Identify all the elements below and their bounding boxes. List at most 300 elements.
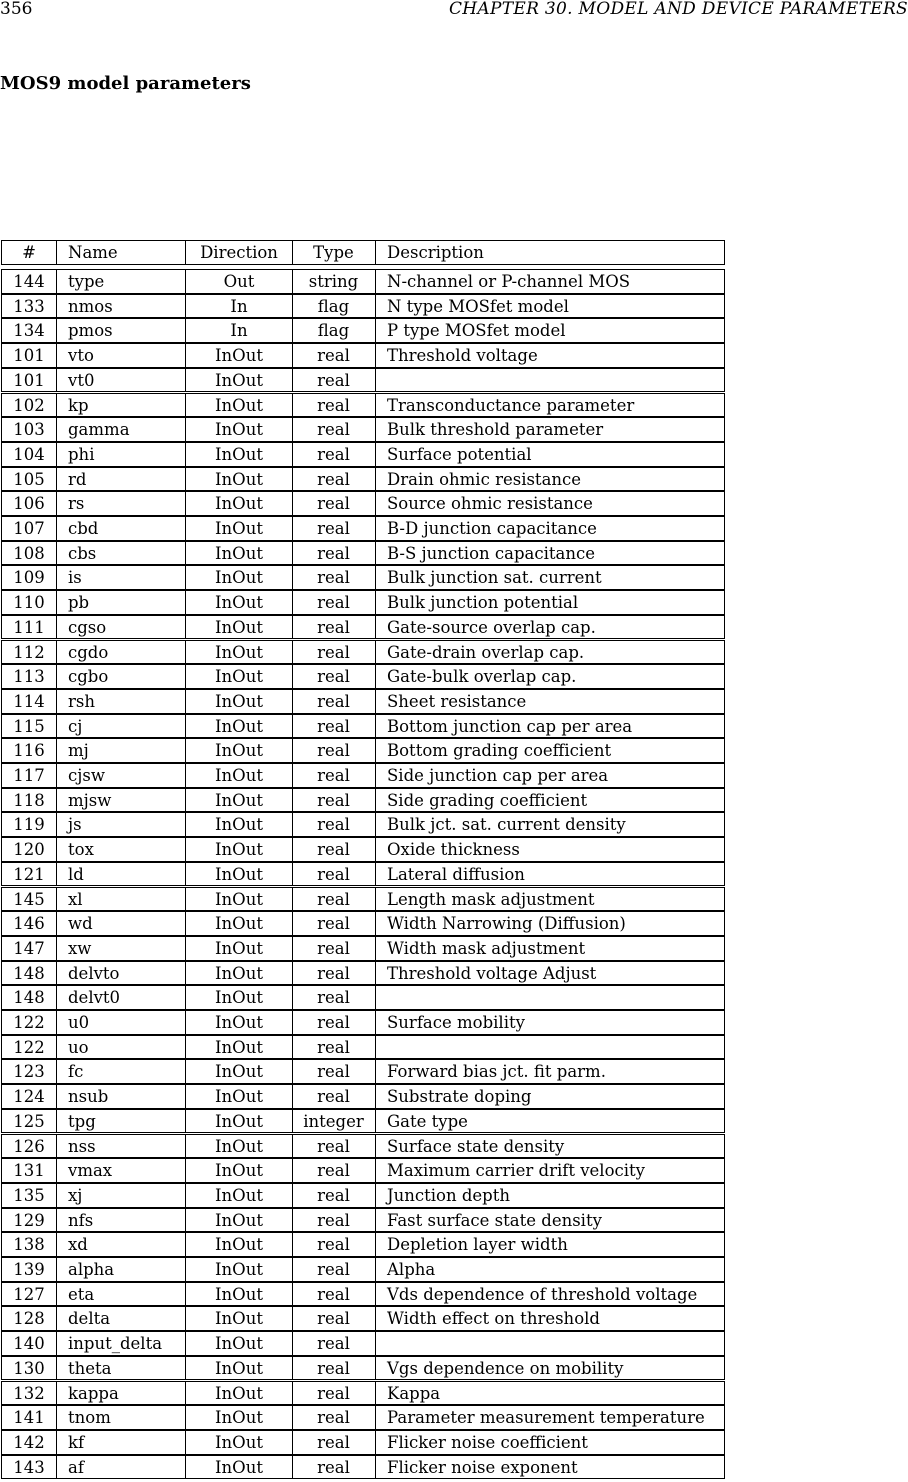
cell-name: eta bbox=[56, 1283, 186, 1306]
cell-direction: InOut bbox=[186, 813, 293, 836]
cell-type: real bbox=[292, 394, 376, 417]
cell-type: real bbox=[292, 962, 376, 985]
cell-description: Gate-bulk overlap cap. bbox=[387, 667, 577, 687]
cell-name: vmax bbox=[56, 1159, 186, 1182]
cell-number: 102 bbox=[2, 394, 57, 417]
cell-type: real bbox=[292, 1258, 376, 1281]
cell-type: real bbox=[292, 1060, 376, 1083]
cell-direction: InOut bbox=[186, 863, 293, 886]
table-row bbox=[1, 491, 725, 516]
cell-name: xl bbox=[56, 888, 186, 911]
cell-type: real bbox=[292, 863, 376, 886]
cell-name: kappa bbox=[56, 1382, 186, 1405]
cell-type: real bbox=[292, 1085, 376, 1108]
cell-name: wd bbox=[56, 912, 186, 935]
cell-direction: InOut bbox=[186, 912, 293, 935]
cell-description: Bulk threshold parameter bbox=[387, 420, 604, 440]
cell-number: 130 bbox=[2, 1357, 57, 1380]
table-row bbox=[1, 343, 725, 368]
cell-direction: In bbox=[186, 319, 293, 342]
cell-type: real bbox=[292, 690, 376, 713]
cell-direction: InOut bbox=[186, 838, 293, 861]
cell-direction: InOut bbox=[186, 443, 293, 466]
table-row bbox=[1, 294, 725, 319]
table-row bbox=[1, 812, 725, 837]
cell-number: 127 bbox=[2, 1283, 57, 1306]
cell-number: 122 bbox=[2, 1011, 57, 1034]
cell-type: real bbox=[292, 888, 376, 911]
cell-description: Surface mobility bbox=[387, 1013, 525, 1032]
table-row bbox=[1, 1455, 725, 1480]
cell-number: 106 bbox=[2, 492, 57, 515]
cell-direction: InOut bbox=[186, 739, 293, 762]
cell-direction: InOut bbox=[186, 1011, 293, 1034]
cell-name: input_delta bbox=[56, 1332, 186, 1355]
cell-name: xw bbox=[56, 937, 186, 960]
cell-name: delta bbox=[56, 1307, 186, 1330]
cell-direction: In bbox=[186, 295, 293, 318]
table-row bbox=[1, 1109, 725, 1134]
cell-name: pmos bbox=[56, 319, 186, 342]
cell-direction: InOut bbox=[186, 690, 293, 713]
cell-name: alpha bbox=[56, 1258, 186, 1281]
cell-name: fc bbox=[56, 1060, 186, 1083]
cell-number: 133 bbox=[2, 295, 57, 318]
cell-direction: InOut bbox=[186, 1431, 293, 1454]
cell-name: nfs bbox=[56, 1209, 186, 1232]
page-header bbox=[0, 0, 908, 20]
cell-name: vt0 bbox=[56, 369, 186, 392]
cell-name: tox bbox=[56, 838, 186, 861]
cell-direction: InOut bbox=[186, 1456, 293, 1479]
cell-name: cjsw bbox=[56, 764, 186, 787]
table-row bbox=[1, 788, 725, 813]
cell-description: N-channel or P-channel MOS bbox=[387, 272, 631, 291]
cell-number: 141 bbox=[2, 1406, 57, 1429]
table-row bbox=[1, 1381, 725, 1406]
cell-direction: InOut bbox=[186, 591, 293, 614]
cell-name: cgso bbox=[56, 616, 186, 639]
cell-name: u0 bbox=[56, 1011, 186, 1034]
table-row bbox=[1, 318, 725, 343]
cell-description: Lateral diffusion bbox=[387, 864, 525, 884]
cell-name: theta bbox=[56, 1357, 186, 1380]
cell-direction: InOut bbox=[186, 492, 293, 515]
cell-description: Threshold voltage bbox=[387, 346, 538, 366]
table-row bbox=[1, 1208, 725, 1233]
cell-number: 105 bbox=[2, 468, 57, 491]
cell-number: 148 bbox=[2, 986, 57, 1009]
section-title: MOS9 model parameters bbox=[0, 73, 251, 94]
cell-type: real bbox=[292, 789, 376, 812]
table-row bbox=[1, 269, 725, 294]
cell-direction: InOut bbox=[186, 1184, 293, 1207]
cell-type: real bbox=[292, 517, 376, 540]
cell-type: real bbox=[292, 418, 376, 441]
cell-description: Vds dependence of threshold voltage bbox=[387, 1284, 698, 1304]
cell-type: flag bbox=[292, 295, 376, 318]
table-row bbox=[1, 590, 725, 615]
cell-number: 108 bbox=[2, 542, 57, 565]
cell-description bbox=[375, 369, 725, 392]
cell-type: real bbox=[292, 616, 376, 639]
cell-type: real bbox=[292, 1357, 376, 1380]
cell-direction: InOut bbox=[186, 665, 293, 688]
cell-description: Substrate doping bbox=[387, 1087, 532, 1107]
cell-type: real bbox=[292, 468, 376, 491]
cell-direction: Out bbox=[186, 270, 293, 293]
cell-description: Bottom grading coefficient bbox=[387, 741, 612, 761]
cell-direction: InOut bbox=[186, 1283, 293, 1306]
cell-description: Bottom junction cap per area bbox=[387, 716, 633, 736]
table-row bbox=[1, 1035, 725, 1060]
cell-direction: InOut bbox=[186, 1258, 293, 1281]
cell-direction: InOut bbox=[186, 1085, 293, 1108]
cell-type: real bbox=[292, 1159, 376, 1182]
cell-description: B-S junction capacitance bbox=[387, 543, 595, 563]
table-row bbox=[1, 1134, 725, 1159]
table-row bbox=[1, 615, 725, 640]
table-row bbox=[1, 1010, 725, 1035]
cell-description: P type MOSfet model bbox=[387, 321, 566, 341]
cell-description: Alpha bbox=[387, 1260, 436, 1279]
cell-type: integer bbox=[292, 1110, 376, 1133]
cell-type: real bbox=[292, 1382, 376, 1405]
cell-type: real bbox=[292, 1456, 376, 1479]
cell-direction: InOut bbox=[186, 1209, 293, 1232]
cell-type: real bbox=[292, 1011, 376, 1034]
cell-type: real bbox=[292, 1233, 376, 1256]
cell-number: 103 bbox=[2, 418, 57, 441]
cell-name: cgdo bbox=[56, 641, 186, 664]
cell-direction: InOut bbox=[186, 1357, 293, 1380]
cell-number: 148 bbox=[2, 962, 57, 985]
cell-direction: InOut bbox=[186, 566, 293, 589]
cell-number: 111 bbox=[2, 616, 57, 639]
cell-direction: InOut bbox=[186, 418, 293, 441]
cell-name: xd bbox=[56, 1233, 186, 1256]
cell-description: Oxide thickness bbox=[387, 840, 520, 860]
cell-number: 126 bbox=[2, 1135, 57, 1158]
cell-name: af bbox=[56, 1456, 186, 1479]
table-row bbox=[1, 368, 725, 393]
column-header-description: Description bbox=[387, 243, 484, 262]
cell-name: js bbox=[56, 813, 186, 836]
cell-number: 144 bbox=[2, 270, 57, 293]
cell-name: nmos bbox=[56, 295, 186, 318]
cell-description: Width effect on threshold bbox=[387, 1309, 600, 1329]
cell-description: Threshold voltage Adjust bbox=[387, 963, 597, 983]
table-row bbox=[1, 1306, 725, 1331]
table-row bbox=[1, 1405, 725, 1430]
cell-description: Surface potential bbox=[387, 444, 532, 464]
cell-description: Depletion layer width bbox=[387, 1235, 568, 1255]
cell-direction: InOut bbox=[186, 1060, 293, 1083]
cell-direction: InOut bbox=[186, 789, 293, 812]
cell-number: 118 bbox=[2, 789, 57, 812]
cell-description: Source ohmic resistance bbox=[387, 494, 593, 514]
cell-type: real bbox=[292, 344, 376, 367]
cell-name: kf bbox=[56, 1431, 186, 1454]
table-row bbox=[1, 516, 725, 541]
table-row bbox=[1, 887, 725, 912]
cell-name: kp bbox=[56, 394, 186, 417]
cell-direction: InOut bbox=[186, 616, 293, 639]
cell-type: real bbox=[292, 1135, 376, 1158]
cell-description: Maximum carrier drift velocity bbox=[387, 1161, 645, 1181]
cell-type: real bbox=[292, 1332, 376, 1355]
table-row bbox=[1, 837, 725, 862]
cell-type: flag bbox=[292, 319, 376, 342]
cell-type: real bbox=[292, 665, 376, 688]
cell-description: Drain ohmic resistance bbox=[387, 469, 582, 489]
cell-type: real bbox=[292, 1184, 376, 1207]
cell-direction: InOut bbox=[186, 1135, 293, 1158]
cell-number: 109 bbox=[2, 566, 57, 589]
table-header-row bbox=[1, 240, 725, 265]
cell-direction: InOut bbox=[186, 986, 293, 1009]
cell-number: 143 bbox=[2, 1456, 57, 1479]
cell-name: uo bbox=[56, 1036, 186, 1059]
table-row bbox=[1, 1084, 725, 1109]
cell-description bbox=[375, 986, 725, 1009]
cell-direction: InOut bbox=[186, 1406, 293, 1429]
cell-name: is bbox=[56, 566, 186, 589]
table-row bbox=[1, 640, 725, 665]
cell-name: xj bbox=[56, 1184, 186, 1207]
cell-number: 129 bbox=[2, 1209, 57, 1232]
table-row bbox=[1, 417, 725, 442]
page-number: 356 bbox=[0, 0, 33, 19]
cell-number: 116 bbox=[2, 739, 57, 762]
cell-description: Width mask adjustment bbox=[387, 938, 586, 958]
cell-number: 142 bbox=[2, 1431, 57, 1454]
cell-direction: InOut bbox=[186, 468, 293, 491]
cell-description: Junction depth bbox=[387, 1185, 510, 1205]
cell-type: real bbox=[292, 1209, 376, 1232]
cell-name: phi bbox=[56, 443, 186, 466]
cell-type: real bbox=[292, 641, 376, 664]
cell-description: Length mask adjustment bbox=[387, 889, 595, 909]
cell-type: string bbox=[292, 270, 376, 293]
cell-description: Flicker noise coefficient bbox=[387, 1432, 588, 1452]
cell-number: 110 bbox=[2, 591, 57, 614]
cell-type: real bbox=[292, 566, 376, 589]
table-row bbox=[1, 1331, 725, 1356]
cell-direction: InOut bbox=[186, 1307, 293, 1330]
cell-type: real bbox=[292, 492, 376, 515]
cell-number: 124 bbox=[2, 1085, 57, 1108]
cell-description: Side junction cap per area bbox=[387, 766, 609, 785]
cell-name: nss bbox=[56, 1135, 186, 1158]
cell-description: Width Narrowing (Diffusion) bbox=[387, 914, 626, 934]
table-row bbox=[1, 541, 725, 566]
cell-name: cbs bbox=[56, 542, 186, 565]
cell-name: nsub bbox=[56, 1085, 186, 1108]
cell-number: 131 bbox=[2, 1159, 57, 1182]
table-row bbox=[1, 442, 725, 467]
table-row bbox=[1, 738, 725, 763]
cell-direction: InOut bbox=[186, 1382, 293, 1405]
table-row bbox=[1, 936, 725, 961]
cell-name: delvto bbox=[56, 962, 186, 985]
cell-description: Kappa bbox=[387, 1383, 441, 1403]
cell-description: Bulk jct. sat. current density bbox=[387, 815, 626, 835]
cell-description: Bulk junction potential bbox=[387, 593, 579, 613]
table-row bbox=[1, 763, 725, 788]
table-row bbox=[1, 985, 725, 1010]
cell-type: real bbox=[292, 1307, 376, 1330]
cell-number: 107 bbox=[2, 517, 57, 540]
cell-number: 112 bbox=[2, 641, 57, 664]
cell-number: 119 bbox=[2, 813, 57, 836]
cell-type: real bbox=[292, 937, 376, 960]
cell-type: real bbox=[292, 591, 376, 614]
cell-name: rs bbox=[56, 492, 186, 515]
cell-description bbox=[375, 1036, 725, 1059]
cell-description: Gate-source overlap cap. bbox=[387, 617, 596, 637]
cell-description: Transconductance parameter bbox=[387, 395, 635, 415]
table-row bbox=[1, 467, 725, 492]
cell-name: rsh bbox=[56, 690, 186, 713]
table-row bbox=[1, 664, 725, 689]
cell-number: 138 bbox=[2, 1233, 57, 1256]
cell-direction: InOut bbox=[186, 1036, 293, 1059]
chapter-title: CHAPTER 30. MODEL AND DEVICE PARAMETERS bbox=[449, 0, 908, 19]
cell-direction: InOut bbox=[186, 1110, 293, 1133]
column-header-number: # bbox=[2, 241, 57, 264]
table-row bbox=[1, 565, 725, 590]
cell-description: Fast surface state density bbox=[387, 1210, 602, 1230]
cell-type: real bbox=[292, 369, 376, 392]
cell-description: B-D junction capacitance bbox=[387, 519, 597, 538]
cell-description: Gate-drain overlap cap. bbox=[387, 642, 585, 662]
cell-name: ld bbox=[56, 863, 186, 886]
cell-number: 125 bbox=[2, 1110, 57, 1133]
cell-direction: InOut bbox=[186, 962, 293, 985]
cell-number: 146 bbox=[2, 912, 57, 935]
cell-name: delvt0 bbox=[56, 986, 186, 1009]
cell-direction: InOut bbox=[186, 344, 293, 367]
cell-description: Flicker noise exponent bbox=[387, 1457, 578, 1477]
cell-number: 134 bbox=[2, 319, 57, 342]
cell-direction: InOut bbox=[186, 641, 293, 664]
cell-number: 132 bbox=[2, 1382, 57, 1405]
cell-number: 135 bbox=[2, 1184, 57, 1207]
cell-description: Vgs dependence on mobility bbox=[387, 1358, 624, 1378]
cell-number: 114 bbox=[2, 690, 57, 713]
cell-description: Bulk junction sat. current bbox=[387, 568, 602, 588]
table-row bbox=[1, 714, 725, 739]
cell-number: 128 bbox=[2, 1307, 57, 1330]
cell-direction: InOut bbox=[186, 542, 293, 565]
cell-name: mjsw bbox=[56, 789, 186, 812]
table-row bbox=[1, 1059, 725, 1084]
cell-type: real bbox=[292, 715, 376, 738]
cell-number: 104 bbox=[2, 443, 57, 466]
cell-name: tnom bbox=[56, 1406, 186, 1429]
cell-type: real bbox=[292, 1283, 376, 1306]
cell-type: real bbox=[292, 1406, 376, 1429]
cell-number: 115 bbox=[2, 715, 57, 738]
cell-name: pb bbox=[56, 591, 186, 614]
cell-type: real bbox=[292, 739, 376, 762]
cell-type: real bbox=[292, 813, 376, 836]
cell-description: Parameter measurement temperature bbox=[387, 1408, 705, 1428]
cell-number: 117 bbox=[2, 764, 57, 787]
column-header-direction: Direction bbox=[186, 241, 293, 264]
table-row bbox=[1, 689, 725, 714]
cell-number: 139 bbox=[2, 1258, 57, 1281]
cell-number: 147 bbox=[2, 937, 57, 960]
cell-type: real bbox=[292, 764, 376, 787]
cell-type: real bbox=[292, 1431, 376, 1454]
cell-description: Sheet resistance bbox=[387, 691, 527, 711]
cell-number: 140 bbox=[2, 1332, 57, 1355]
cell-description: Forward bias jct. fit parm. bbox=[387, 1062, 606, 1082]
table-row bbox=[1, 961, 725, 986]
table-row bbox=[1, 1232, 725, 1257]
table-row bbox=[1, 862, 725, 887]
cell-number: 123 bbox=[2, 1060, 57, 1083]
cell-direction: InOut bbox=[186, 517, 293, 540]
cell-number: 101 bbox=[2, 369, 57, 392]
cell-number: 101 bbox=[2, 344, 57, 367]
cell-name: cj bbox=[56, 715, 186, 738]
column-header-type: Type bbox=[292, 241, 376, 264]
cell-name: cgbo bbox=[56, 665, 186, 688]
table-row bbox=[1, 1158, 725, 1183]
cell-type: real bbox=[292, 838, 376, 861]
cell-type: real bbox=[292, 1036, 376, 1059]
cell-direction: InOut bbox=[186, 1233, 293, 1256]
table-row bbox=[1, 1282, 725, 1307]
cell-type: real bbox=[292, 443, 376, 466]
cell-direction: InOut bbox=[186, 937, 293, 960]
cell-name: cbd bbox=[56, 517, 186, 540]
cell-type: real bbox=[292, 542, 376, 565]
cell-direction: InOut bbox=[186, 369, 293, 392]
cell-name: rd bbox=[56, 468, 186, 491]
cell-direction: InOut bbox=[186, 1159, 293, 1182]
cell-name: gamma bbox=[56, 418, 186, 441]
cell-direction: InOut bbox=[186, 394, 293, 417]
cell-number: 113 bbox=[2, 665, 57, 688]
cell-number: 145 bbox=[2, 888, 57, 911]
cell-description: Surface state density bbox=[387, 1136, 565, 1156]
cell-direction: InOut bbox=[186, 888, 293, 911]
cell-description: Side grading coefficient bbox=[387, 790, 588, 810]
cell-description: Gate type bbox=[387, 1111, 468, 1131]
cell-number: 121 bbox=[2, 863, 57, 886]
cell-number: 120 bbox=[2, 838, 57, 861]
table-row bbox=[1, 911, 725, 936]
cell-description bbox=[375, 1332, 725, 1355]
cell-description: N type MOSfet model bbox=[387, 296, 569, 316]
cell-number: 122 bbox=[2, 1036, 57, 1059]
table-row bbox=[1, 1430, 725, 1455]
table-row bbox=[1, 393, 725, 418]
table-row bbox=[1, 1356, 725, 1381]
cell-name: type bbox=[56, 270, 186, 293]
table-row bbox=[1, 1183, 725, 1208]
cell-type: real bbox=[292, 986, 376, 1009]
cell-name: tpg bbox=[56, 1110, 186, 1133]
cell-name: vto bbox=[56, 344, 186, 367]
table-row bbox=[1, 1257, 725, 1282]
cell-direction: InOut bbox=[186, 715, 293, 738]
cell-type: real bbox=[292, 912, 376, 935]
